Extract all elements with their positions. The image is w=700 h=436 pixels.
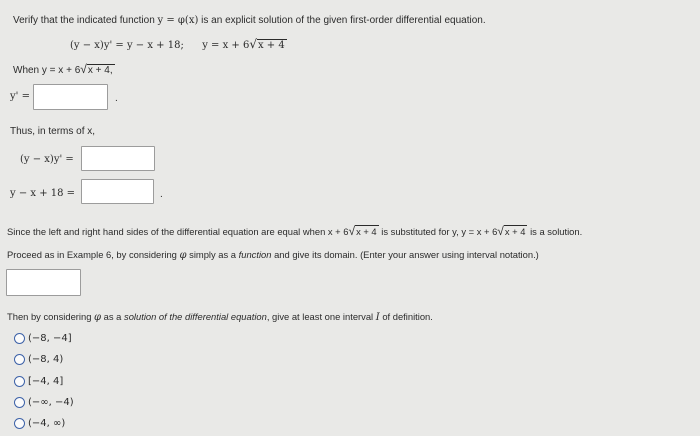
when-line [13,62,115,76]
option-2[interactable] [14,351,63,367]
intro-prefix: Verify that the indicated function [13,15,155,26]
sqrt-symbol: √ [497,224,504,238]
since-text-3: is a solution. [530,226,583,237]
solution-function: y = x + 6 [202,40,250,51]
rhs-input[interactable] [81,179,154,204]
option-4[interactable] [14,394,74,410]
sqrt-symbol: √ [348,224,356,238]
equation-line [70,37,287,51]
radio-button[interactable] [14,333,25,344]
then-text-2: as a [103,311,122,322]
radio-button[interactable] [14,376,25,387]
since-radicand-2: x + 4 [504,226,526,237]
lhs-input[interactable] [81,146,155,171]
option-label: (−∞, −4) [28,396,74,408]
proceed-line [7,249,539,261]
interval-symbol: I [375,312,380,323]
then-text-4: of definition. [382,311,433,322]
function-word: function [238,249,272,260]
intro-text [13,15,486,26]
proceed-text-1: Proceed as in Example 6, by considering [7,249,177,260]
since-line [7,224,582,238]
phi-symbol: φ [94,312,102,323]
lhs-label: (y − x)y' = [20,154,74,165]
since-text-1: Since the left and right hand sides of the differential equation are equal when x + 6 [7,226,349,237]
then-line [7,311,433,323]
solution-words: solution of the differential equation [124,311,267,322]
period: . [115,93,118,104]
phi-symbol: φ [179,250,187,261]
domain-input[interactable] [6,269,81,296]
option-3[interactable] [14,373,63,389]
differential-equation: (y − x)y' = y − x + 18; [70,40,184,51]
sqrt-symbol: √ [249,37,257,51]
when-radicand: x + 4, [87,65,113,76]
then-text-3: , give at least one interval [266,311,374,322]
radio-button[interactable] [14,354,25,365]
yprime-label: y' = [10,91,30,102]
radio-button[interactable] [14,397,25,408]
radio-button[interactable] [14,418,25,429]
option-5[interactable] [14,415,65,431]
when-text: When y = x + 6 [13,65,81,76]
proceed-text-2: simply as a [189,249,237,260]
rhs-label: y − x + 18 = [10,188,76,199]
equation-radicand: x + 4 [257,40,285,51]
option-1[interactable] [14,330,72,346]
option-label: (−4, ∞) [28,417,66,429]
period: . [160,189,163,200]
option-label: (−8, −4] [28,332,72,344]
since-text-2: is substituted for y, y = x + 6 [381,226,498,237]
intro-suffix: is an explicit solution of the given first-order differential equation. [201,15,486,26]
thus-text: Thus, in terms of x, [10,126,96,137]
then-text-1: Then by considering [7,311,92,322]
sqrt-symbol: √ [80,62,87,76]
yprime-input[interactable] [33,84,108,110]
since-radicand-1: x + 4 [356,226,377,237]
option-label: [−4, 4] [28,375,64,387]
proceed-text-3: and give its domain. (Enter your answer using interval notation.) [274,249,539,260]
option-label: (−8, 4) [28,353,64,365]
function-definition: y = φ(x) [157,15,199,26]
